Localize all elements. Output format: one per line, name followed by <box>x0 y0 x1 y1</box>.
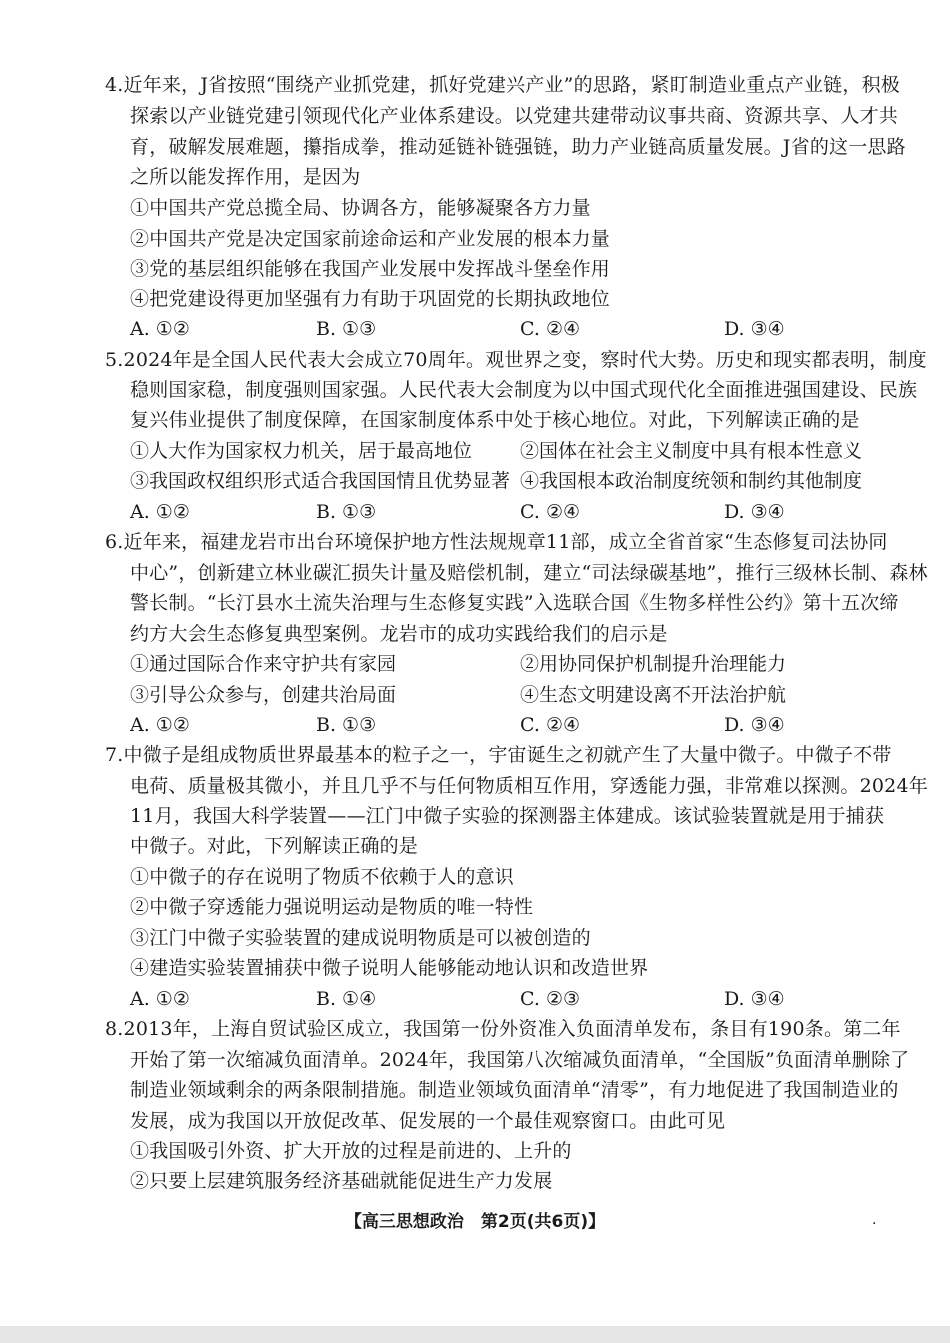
option-b: B. ①③ <box>316 501 377 523</box>
question-text-line: 开始了第一次缩减负面清单。2024年，我国第八次缩减负面清单，“全国版”负面清单删除了 <box>130 1049 910 1071</box>
question-text-line: 电荷、质量极其微小，并且几乎不与任何物质相互作用，穿透能力强，非常难以探测。2024年 <box>130 775 928 797</box>
option-c: C. ②④ <box>520 714 581 736</box>
statement: ③党的基层组织能够在我国产业发展中发挥战斗堡垒作用 <box>130 258 611 280</box>
option-d: D. ③④ <box>724 318 785 340</box>
question-text-line: 之所以能发挥作用，是因为 <box>130 166 361 188</box>
question-text-line: 复兴伟业提供了制度保障，在国家制度体系中处于核心地位。对此，下列解读正确的是 <box>130 409 860 431</box>
question-text-line: 4.近年来，J省按照“围绕产业抓党建，抓好党建兴产业”的思路，紧盯制造业重点产业链，积极 <box>105 74 900 96</box>
question-text-line: 探索以产业链党建引领现代化产业体系建设。以党建共建带动议事共商、资源共享、人才共 <box>130 105 899 127</box>
statement: ①人大作为国家权力机关，居于最高地位 <box>130 440 473 462</box>
question-text-line: 中心”，创新建立林业碳汇损失计量及赔偿机制，建立“司法绿碳基地”，推行三级林长制、森林 <box>130 562 928 584</box>
statement: ②中微子穿透能力强说明运动是物质的唯一特性 <box>130 896 534 918</box>
question-text-line: 约方大会生态修复典型案例。龙岩市的成功实践给我们的启示是 <box>130 623 668 645</box>
question-text-line: 警长制。“长汀县水土流失治理与生态修复实践”入选联合国《生物多样性公约》第十五次缔 <box>130 592 899 614</box>
statement: ②只要上层建筑服务经济基础就能促进生产力发展 <box>130 1170 553 1192</box>
option-d: D. ③④ <box>724 988 785 1010</box>
question-text-line: 育，破解发展难题，攥指成拳，推动延链补链强链，助力产业链高质量发展。J省的这一思路 <box>130 136 906 158</box>
statement: ②中国共产党是决定国家前途命运和产业发展的根本力量 <box>130 228 611 250</box>
question-text-line: 7.中微子是组成物质世界最基本的粒子之一，宇宙诞生之初就产生了大量中微子。中微子不带 <box>105 744 892 766</box>
option-d: D. ③④ <box>724 501 785 523</box>
question-text-line: 11月，我国大科学装置——江门中微子实验的探测器主体建成。该试验装置就是用于捕获 <box>130 805 885 827</box>
question-text-line: 稳则国家稳，制度强则国家强。人民代表大会制度为以中国式现代化全面推进强国建设、民族 <box>130 379 918 401</box>
page-edge <box>0 1326 950 1343</box>
statement: ③我国政权组织形式适合我国国情且优势显著 <box>130 470 511 492</box>
statement: ④生态文明建设离不开法治护航 <box>520 684 787 706</box>
option-b: B. ①④ <box>316 988 377 1010</box>
option-b: B. ①③ <box>316 714 377 736</box>
statement: ②国体在社会主义制度中具有根本性意义 <box>520 440 863 462</box>
question-text-line: 发展，成为我国以开放促改革、促发展的一个最佳观察窗口。由此可见 <box>130 1110 726 1132</box>
option-c: C. ②④ <box>520 318 581 340</box>
scan-mark: . <box>872 1212 877 1228</box>
question-text-line: 8.2013年，上海自贸试验区成立，我国第一份外资准入负面清单发布，条目有190条。第二年 <box>105 1018 901 1040</box>
question-text-line: 制造业领域剩余的两条限制措施。制造业领域负面清单“清零”，有力地促进了我国制造业的 <box>130 1079 899 1101</box>
statement: ①中微子的存在说明了物质不依赖于人的意识 <box>130 866 515 888</box>
statement: ①通过国际合作来守护共有家园 <box>130 653 397 675</box>
statement: ③引导公众参与，创建共治局面 <box>130 684 397 706</box>
option-a: A. ①② <box>130 988 190 1010</box>
option-c: C. ②③ <box>520 988 581 1010</box>
option-a: A. ①② <box>130 714 190 736</box>
option-a: A. ①② <box>130 318 190 340</box>
statement: ③江门中微子实验装置的建成说明物质是可以被创造的 <box>130 927 591 949</box>
question-text-line: 5.2024年是全国人民代表大会成立70周年。观世界之变，察时代大势。历史和现实都表明，制度 <box>105 349 927 371</box>
option-c: C. ②④ <box>520 501 581 523</box>
question-text-line: 6.近年来，福建龙岩市出台环境保护地方性法规规章11部，成立全省首家“生态修复司法协同 <box>105 531 888 553</box>
statement: ④我国根本政治制度统领和制约其他制度 <box>520 470 863 492</box>
statement: ④把党建设得更加坚强有力有助于巩固党的长期执政地位 <box>130 288 611 310</box>
option-a: A. ①② <box>130 501 190 523</box>
option-b: B. ①③ <box>316 318 377 340</box>
option-d: D. ③④ <box>724 714 785 736</box>
statement: ②用协同保护机制提升治理能力 <box>520 653 787 675</box>
statement: ①我国吸引外资、扩大开放的过程是前进的、上升的 <box>130 1140 572 1162</box>
statement: ①中国共产党总揽全局、协调各方，能够凝聚各方力量 <box>130 197 591 219</box>
page-footer: 【高三思想政治 第2页(共6页)】 <box>344 1212 606 1232</box>
question-text-line: 中微子。对此，下列解读正确的是 <box>130 835 419 857</box>
statement: ④建造实验装置捕获中微子说明人能够能动地认识和改造世界 <box>130 957 649 979</box>
